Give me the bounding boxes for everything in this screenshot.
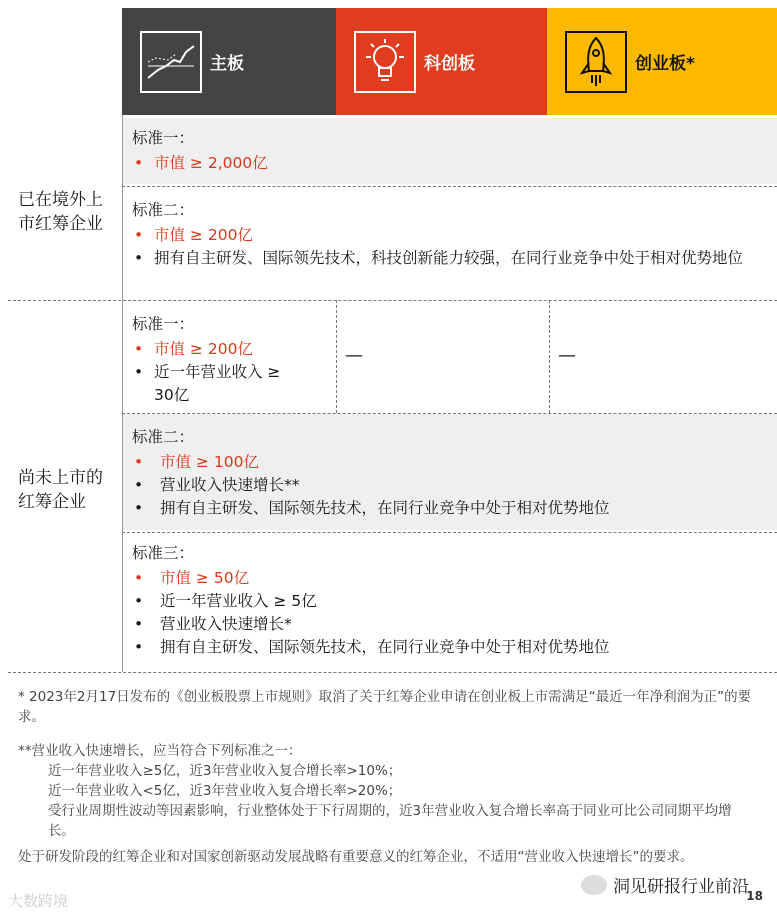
bullet-item: • 营业收入快速增长** — [132, 474, 762, 497]
bullet-item: • 营业收入快速增长* — [132, 613, 762, 636]
standard-title: 标准一： — [132, 315, 195, 333]
vline-1 — [336, 300, 337, 413]
standard-title: 标准二： — [132, 428, 195, 446]
divider-unlisted-1 — [122, 413, 777, 414]
note-3: 处于研发阶段的红筹企业和对国家创新驱动发展战略有重要意义的红筹企业，不适用“营业收入快速增长”的要求。 — [18, 849, 694, 865]
note-item-text: 近一年营业收入<5亿，近3年营业收入复合增长率>20%； — [48, 783, 402, 799]
header-label-main: 主板 — [210, 54, 244, 74]
dash-chinext: — — [558, 345, 576, 366]
unlisted-standard-3 — [132, 542, 762, 659]
note-item-3 — [18, 801, 753, 841]
page-number: 18 — [746, 889, 763, 903]
standard-title: 标准一： — [132, 129, 195, 147]
divider-unlisted-2 — [122, 532, 777, 533]
divider-row — [8, 300, 777, 301]
divider-bottom — [8, 672, 777, 673]
bullet-item: • 近一年营业收入 ≥ 30亿 — [132, 361, 284, 407]
standard-title: 标准三： — [132, 544, 195, 562]
note-item-number — [18, 801, 48, 821]
bullet-item: • 市值 ≥ 2,000亿 — [132, 152, 268, 175]
unlisted-standard-1 — [132, 313, 332, 407]
bullet-item: • 近一年营业收入 ≥ 5亿 — [132, 590, 762, 613]
note-item-1 — [18, 761, 753, 781]
row-label-unlisted: 尚未上市的红筹企业 — [18, 468, 103, 512]
header-label-chinext: 创业板* — [635, 54, 695, 74]
bullet-item: • 拥有自主研发、国际领先技术，在同行业竞争中处于相对优势地位 — [132, 636, 762, 659]
bullet-item: • 市值 ≥ 100亿 — [132, 451, 762, 474]
header-chinext — [547, 8, 777, 115]
standard-title: 标准二： — [132, 201, 195, 219]
divider-listed — [122, 186, 777, 187]
header-star-market — [336, 8, 547, 115]
watermark-secondary: 大数跨境 — [8, 892, 69, 910]
footnotes — [18, 687, 753, 867]
note-1: * 2023年2月17日发布的《创业板股票上市规则》取消了关于红筹企业申请在创业板上市需满足“最近一年净利润为正”的要求。 — [18, 689, 752, 725]
dash-star: — — [345, 345, 363, 366]
bullet-item: • 市值 ≥ 50亿 — [132, 567, 762, 590]
rocket-icon — [565, 31, 627, 93]
watermark — [581, 872, 749, 897]
note-item-number — [18, 761, 48, 781]
bullet-item: • 拥有自主研发、国际领先技术，在同行业竞争中处于相对优势地位 — [132, 497, 762, 520]
listed-standard-1 — [132, 127, 268, 175]
listed-standard-2 — [132, 199, 762, 270]
header-label-star: 科创板 — [424, 54, 475, 74]
bullet-item: • 拥有自主研发、国际领先技术，科技创新能力较强，在同行业竞争中处于相对优势地位 — [132, 247, 762, 270]
watermark-text: 洞见研报行业前沿 — [613, 877, 749, 897]
line-chart-icon — [140, 31, 202, 93]
vline-2 — [549, 300, 550, 413]
wechat-icon — [581, 875, 607, 895]
note-item-text: 近一年营业收入≥5亿，近3年营业收入复合增长率>10%； — [48, 763, 402, 779]
lightbulb-icon — [354, 31, 416, 93]
bullet-item: • 市值 ≥ 200亿 — [132, 224, 762, 247]
note-item-2 — [18, 781, 753, 801]
row-label-listed: 已在境外上市红筹企业 — [18, 190, 103, 234]
note-item-number — [18, 781, 48, 801]
left-border — [122, 115, 123, 672]
bullet-item: • 市值 ≥ 200亿 — [132, 338, 332, 361]
header-main-board — [122, 8, 336, 115]
note-item-text: 受行业周期性波动等因素影响，行业整体处于下行周期的，近3年营业收入复合增长率高于同业可比公司同期平均增长。 — [48, 803, 732, 839]
unlisted-standard-2 — [132, 426, 762, 520]
note-2: **营业收入快速增长，应当符合下列标准之一： — [18, 743, 302, 759]
